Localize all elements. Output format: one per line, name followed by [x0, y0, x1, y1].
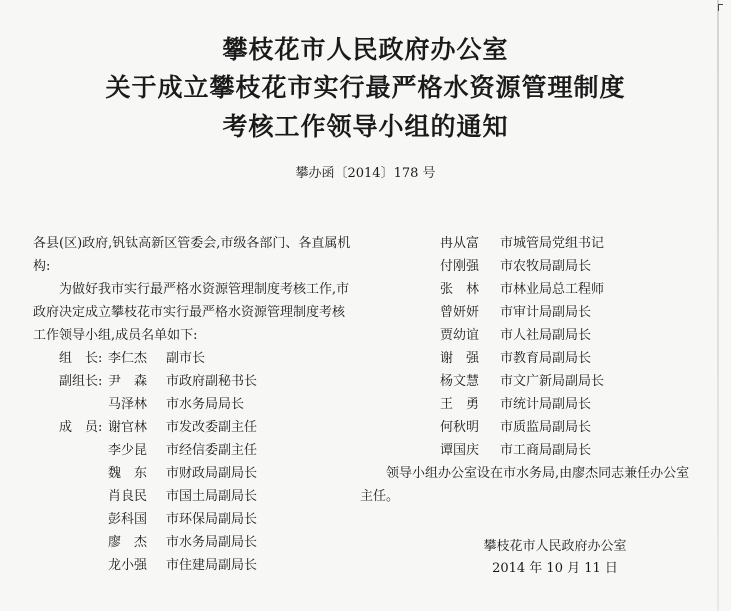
office-note: 领导小组办公室设在市水务局,由廖杰同志兼任办公室主任。	[360, 466, 690, 504]
member-name: 廖 杰	[108, 535, 148, 550]
member-post: 市政府副秘书长	[166, 374, 258, 389]
member-row	[360, 255, 700, 278]
member-role: 组 长:	[59, 351, 103, 366]
member-post: 副市长	[166, 351, 206, 366]
member-row	[33, 416, 353, 439]
member-post: 市财政局副局长	[166, 466, 258, 481]
member-name: 龙小强	[108, 558, 148, 573]
member-name: 李仁杰	[108, 351, 148, 366]
member-name: 贾幼谊	[440, 328, 480, 343]
member-row	[33, 370, 353, 393]
member-row	[360, 393, 700, 416]
member-name: 马泽林	[108, 397, 148, 412]
member-name: 谭国庆	[440, 443, 480, 458]
member-name: 肖良民	[108, 489, 148, 504]
member-row	[360, 439, 700, 462]
member-post: 市水务局局长	[166, 397, 245, 412]
member-post: 市住建局副局长	[166, 558, 258, 573]
member-row	[33, 347, 353, 370]
member-post: 市经信委副主任	[166, 443, 258, 458]
signature-org: 攀枝花市人民政府办公室	[483, 539, 627, 554]
left-column	[33, 232, 353, 577]
member-row	[33, 462, 353, 485]
title-line-3: 考核工作领导小组的通知	[222, 112, 509, 141]
member-list-right	[360, 232, 700, 462]
member-post: 市文广新局副局长	[500, 374, 605, 389]
member-post: 市工商局副局长	[500, 443, 592, 458]
member-row	[360, 324, 700, 347]
member-list-left	[33, 347, 353, 577]
member-post: 市统计局副局长	[500, 397, 592, 412]
member-post: 市人社局副局长	[500, 328, 592, 343]
member-row	[360, 278, 700, 301]
member-row	[360, 232, 700, 255]
member-name: 杨文慧	[440, 374, 480, 389]
salutation: 各县(区)政府,钒钛高新区管委会,市级各部门、各直属机构:	[33, 236, 351, 274]
member-row	[33, 485, 353, 508]
member-name: 曾妍妍	[440, 305, 480, 320]
member-row	[33, 508, 353, 531]
member-post: 市林业局总工程师	[500, 282, 605, 297]
member-post: 市城管局党组书记	[500, 236, 605, 251]
member-role: 成 员:	[59, 420, 103, 435]
member-name: 谢官林	[108, 420, 148, 435]
member-row	[360, 416, 700, 439]
member-row	[33, 439, 353, 462]
member-post: 市环保局副局长	[166, 512, 258, 527]
member-post: 市国土局副局长	[166, 489, 258, 504]
corner-mark	[718, 4, 723, 11]
member-post: 市农牧局副局长	[500, 259, 592, 274]
member-name: 李少昆	[108, 443, 148, 458]
document-number: 攀办函〔2014〕178 号	[295, 166, 436, 181]
member-row	[360, 301, 700, 324]
title-line-2: 关于成立攀枝花市实行最严格水资源管理制度	[105, 73, 626, 102]
member-row	[33, 393, 353, 416]
member-name: 彭科国	[108, 512, 148, 527]
member-name: 张 林	[440, 282, 480, 297]
member-row	[33, 531, 353, 554]
member-name: 付刚强	[440, 259, 480, 274]
member-post: 市质监局副局长	[500, 420, 592, 435]
member-name: 王 勇	[440, 397, 480, 412]
member-row	[360, 347, 700, 370]
member-name: 何秋明	[440, 420, 480, 435]
right-column	[360, 232, 700, 508]
member-row	[33, 554, 353, 577]
member-post: 市教育局副局长	[500, 351, 592, 366]
member-row	[360, 370, 700, 393]
title-line-1: 攀枝花市人民政府办公室	[222, 35, 509, 64]
member-name: 冉从富	[440, 236, 480, 251]
member-role: 副组长:	[59, 374, 103, 389]
member-post: 市发改委副主任	[166, 420, 258, 435]
member-name: 魏 东	[108, 466, 148, 481]
member-post: 市水务局副局长	[166, 535, 258, 550]
member-name: 尹 森	[108, 374, 148, 389]
member-name: 谢 强	[440, 351, 480, 366]
member-post: 市审计局副局长	[500, 305, 592, 320]
signature-date: 2014 年 10 月 11 日	[492, 561, 618, 576]
intro-paragraph: 为做好我市实行最严格水资源管理制度考核工作,市政府决定成立攀枝花市实行最严格水资源管理制度考核工作领导小组,成员名单如下:	[33, 282, 350, 343]
